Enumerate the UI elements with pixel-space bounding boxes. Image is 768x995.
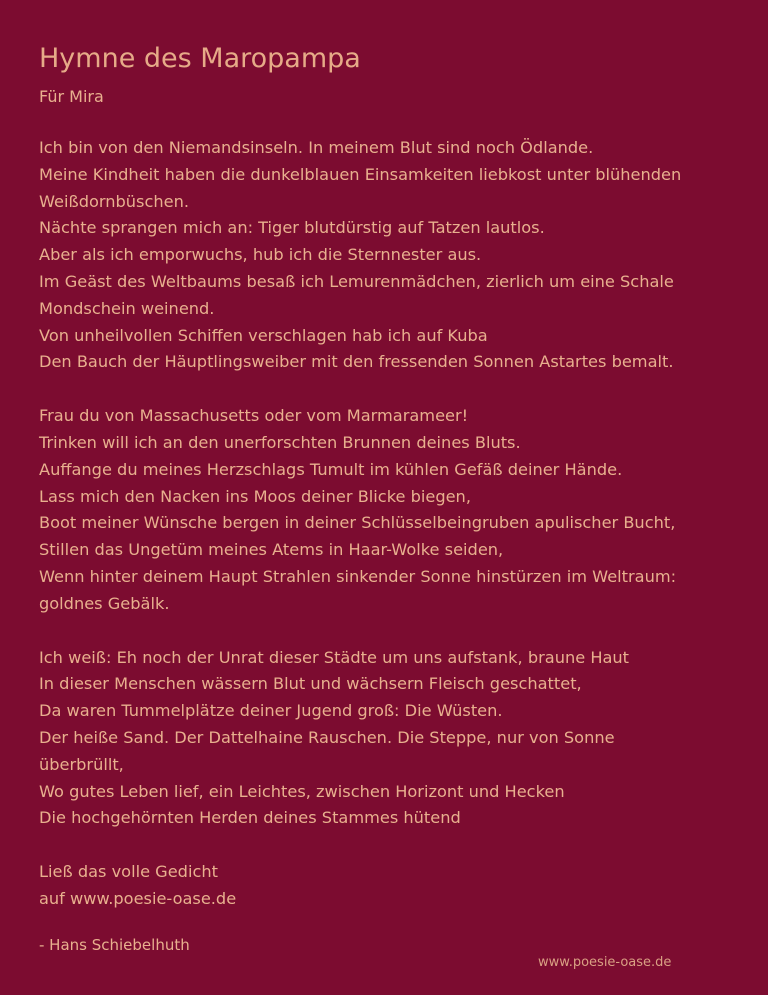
source-note-line: Ließ das volle Gedicht xyxy=(39,862,218,882)
poem-line: Lass mich den Nacken ins Moos deiner Blicke biegen, xyxy=(39,486,471,506)
poem-line: überbrüllt, xyxy=(39,754,124,774)
footer-url: www.poesie-oase.de xyxy=(538,955,672,970)
poem-line: Im Geäst des Weltbaums besaß ich Lemurenmädchen, zierlich um eine Schale xyxy=(39,271,674,291)
poem-line: Stillen das Ungetüm meines Atems in Haar-Wolke seiden, xyxy=(39,540,504,560)
poem-line: Wo gutes Leben lief, ein Leichtes, zwischen Horizont und Hecken xyxy=(39,781,565,801)
poem-line: Wenn hinter deinem Haupt Strahlen sinkender Sonne hinstürzen im Weltraum: xyxy=(39,566,677,586)
poem-line: Boot meiner Wünsche bergen in deiner Schlüsselbeingruben apulischer Bucht, xyxy=(39,513,676,533)
stanza-1 xyxy=(39,135,729,376)
poem-dedication: Für Mira xyxy=(39,87,104,106)
stanza-2 xyxy=(39,403,729,617)
poem-line: Weißdornbüschen. xyxy=(39,191,190,211)
poem-line: Den Bauch der Häuptlingsweiber mit den fressenden Sonnen Astartes bemalt. xyxy=(39,352,674,372)
poem-line: In dieser Menschen wässern Blut und wächsern Fleisch geschattet, xyxy=(39,674,582,694)
source-note xyxy=(39,859,729,913)
poem-title: Hymne des Maropampa xyxy=(39,43,361,74)
poem-line: Frau du von Massachusetts oder vom Marmarameer! xyxy=(39,406,469,426)
poem-line: Aber als ich emporwuchs, hub ich die Sternnester aus. xyxy=(39,245,482,265)
poem-line: Ich weiß: Eh noch der Unrat dieser Städte um uns aufstank, braune Haut xyxy=(39,647,630,667)
source-note-line: auf www.poesie-oase.de xyxy=(39,888,237,908)
poem-line: Meine Kindheit haben die dunkelblauen Einsamkeiten liebkost unter blühenden xyxy=(39,164,682,184)
poem-line: Von unheilvollen Schiffen verschlagen hab ich auf Kuba xyxy=(39,325,488,345)
poem-line: Der heiße Sand. Der Dattelhaine Rauschen. Die Steppe, nur von Sonne xyxy=(39,727,615,747)
poem-line: Da waren Tummelplätze deiner Jugend groß: Die Wüsten. xyxy=(39,701,503,721)
poem-line: Auffange du meines Herzschlags Tumult im kühlen Gefäß deiner Hände. xyxy=(39,459,623,479)
poem-line: Ich bin von den Niemandsinseln. In meinem Blut sind noch Ödlande. xyxy=(39,138,594,157)
stanza-3 xyxy=(39,645,729,833)
poem-line: Trinken will ich an den unerforschten Brunnen deines Bluts. xyxy=(39,432,521,452)
poem-container xyxy=(39,40,729,913)
poem-line: goldnes Gebälk. xyxy=(39,593,170,613)
poem-line: Mondschein weinend. xyxy=(39,298,215,318)
poem-line: Die hochgehörnten Herden deines Stammes hütend xyxy=(39,808,461,828)
poem-line: Nächte sprangen mich an: Tiger blutdürstig auf Tatzen lautlos. xyxy=(39,218,545,238)
poem-author: - Hans Schiebelhuth xyxy=(39,936,190,954)
